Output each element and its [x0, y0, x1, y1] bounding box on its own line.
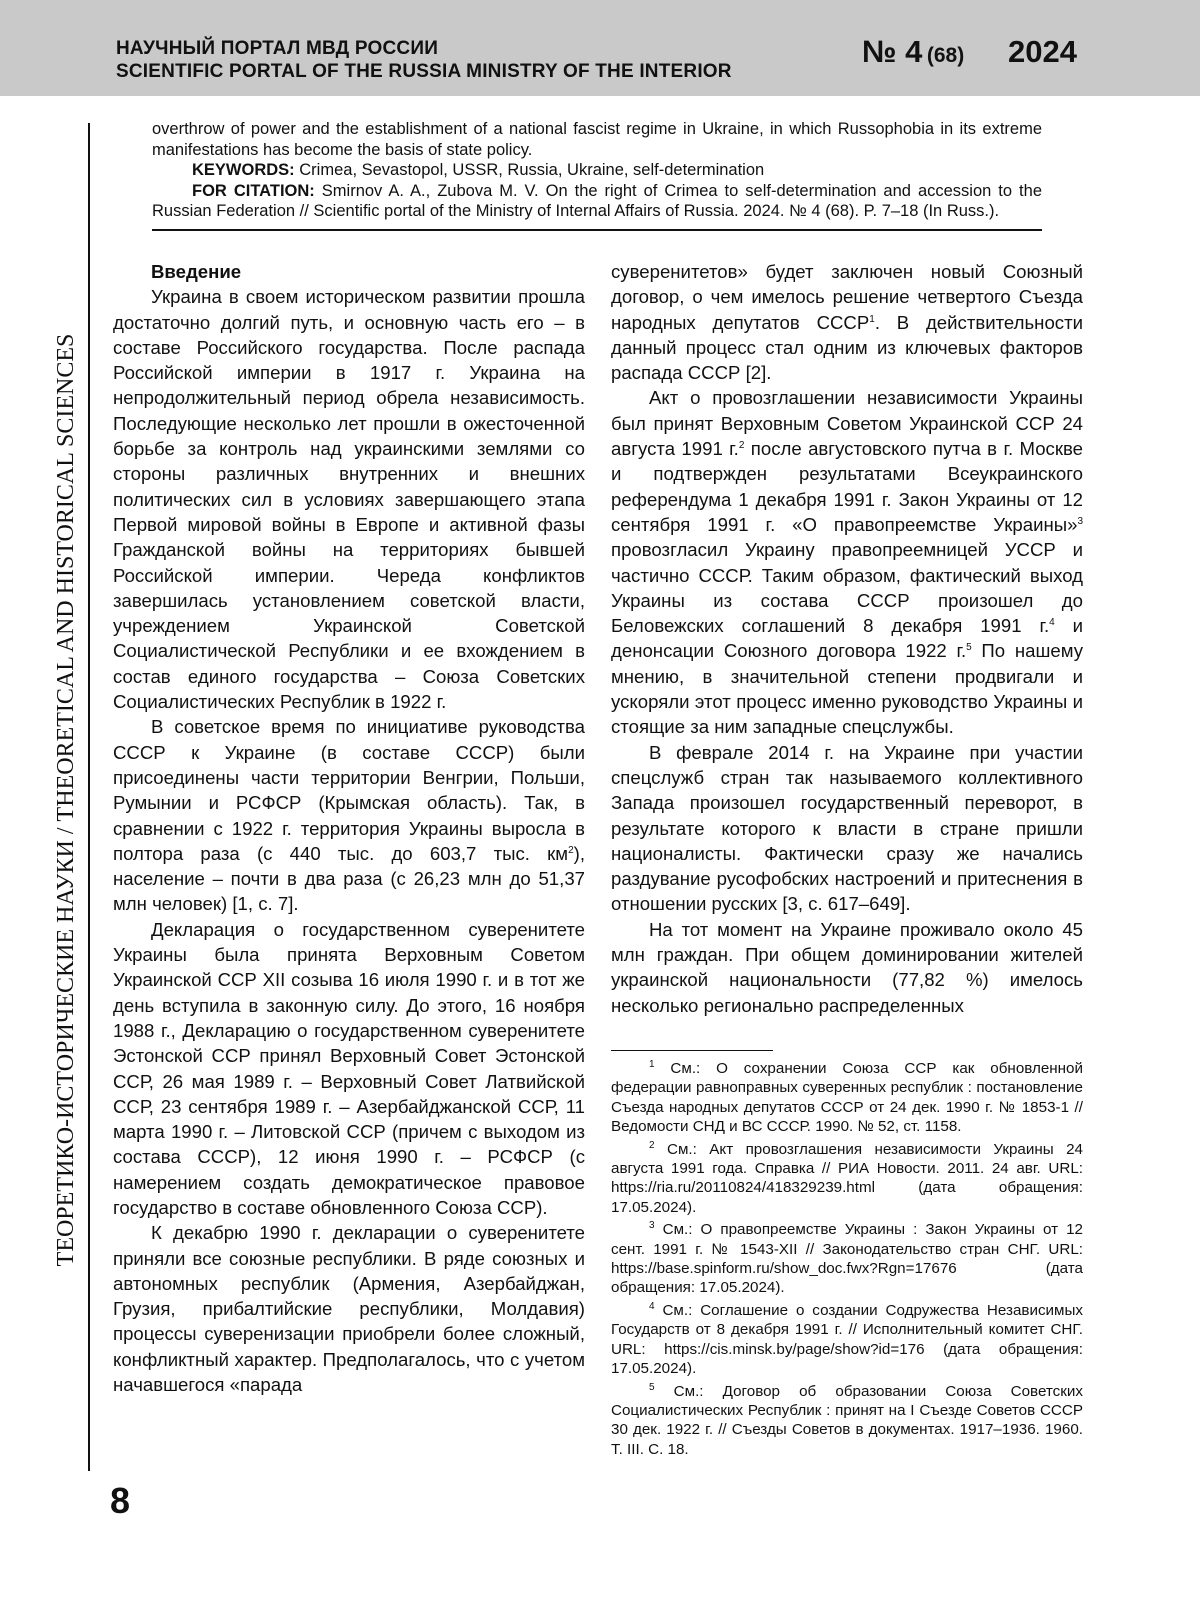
issue-number — [862, 34, 964, 70]
paragraph-text: ), население – почти в два раза (с 26,23 млн до 51,37 млн человек) [1, с. 7]. — [113, 842, 585, 915]
citation-text: Smirnov A. A., Zubova M. V. On the right of Crimea to self-determination and accession to the Russian Federation // Scientific portal of the Ministry of Internal Affairs of Russia. 2024. № 4 (68). P. 7–18 (In Russ.). — [152, 181, 1042, 220]
footnote — [611, 1059, 1083, 1137]
keywords-text: Crimea, Sevastopol, USSR, Russia, Ukraine, self-determination — [299, 161, 765, 179]
footnote-mark: 2 — [649, 1139, 655, 1151]
paragraph-text: суверенитетов» будет заключен новый Союзный договор, о чем имелось решение четвертого Съезда народных депутатов СССР — [611, 261, 1083, 333]
paragraph-text: провозгласил Украину правопреемницей УССР и частично СССР. Таким образом, фактический выход Украины из состава СССР произошел до Беловежских соглашений 8 декабря 1991 г. — [611, 539, 1083, 637]
paragraph-text: . В действительности данный процесс стал одним из ключевых факторов распада СССР [2]. — [611, 311, 1083, 384]
footnotes — [611, 1059, 1083, 1462]
footnote — [611, 1220, 1083, 1298]
footnote-text: См.: Соглашение о создании Содружества Независимых Государств от 8 декабря 1991 г. // Исполнительный комитет СНГ. URL: https://cis.minsk.by/page/show?id=176 (дата обращения: 17.05.2024). — [611, 1301, 1083, 1378]
journal-title-en: SCIENTIFIC PORTAL OF THE RUSSIA MINISTRY OF THE INTERIOR — [116, 61, 732, 82]
body-column-left — [113, 259, 585, 1397]
footnote-ref: 2 — [738, 439, 745, 451]
footnote-text: См.: О правопреемстве Украины : Закон Украины от 12 сент. 1991 г. № 1543-XII // Законодательство стран СНГ. URL: https://base.spinform.ru/show_doc.fwx?Rgn=17676 (дата обращения: 17.05.2024). — [611, 1221, 1083, 1297]
superscript: 2 — [568, 844, 574, 856]
keywords-label: KEYWORDS: — [192, 161, 295, 179]
footnote-mark: 5 — [649, 1381, 655, 1393]
paragraph-text: после августовского путча в г. Москве и подтвержден результатами Всеукраинского референдума 1 декабря 1991 г. Закон Украины от 12 сентября 1991 г. «О правопреемстве Украины» — [611, 438, 1083, 535]
body-column-right — [611, 259, 1083, 1018]
issue-total-value: (68) — [926, 44, 965, 67]
sidebar-rule — [88, 123, 90, 1471]
paragraph — [611, 259, 1083, 385]
footnote — [611, 1301, 1083, 1379]
section-sidebar-title: ТЕОРЕТИКО-ИСТОРИЧЕСКИЕ НАУКИ / THEORETICAL AND HISTORICAL SCIENCES — [53, 333, 79, 1267]
paragraph-text: По нашему мнению, в значительной степени продвигали и ускоряли этот процесс именно руководство Украины и стоящие за ним западные спецслужбы. — [611, 640, 1083, 738]
paragraph: Украина в своем историческом развитии прошла достаточно долгий путь, и основную часть его – в составе Российского государства. После распада Российской империи в 1917 г. Украина на непродолжительный период обрела независимость. Последующие несколько лет прошли в ожесточенной борьбе за контроль над украинскими землями со стороны различных внутренних и внешних политических сил в условиях завершающего этапа Первой мировой войны в Европе и активной фазы Гражданской войны на территориях бывшей Российской империи. Череда конфликтов завершилась установлением советской власти, учреждением Украинской Советской Социалистической Республики и ее вхождением в состав единого государства – Союза Советских Социалистических Республик в 1922 г. — [113, 286, 585, 713]
keywords-line — [152, 160, 1042, 181]
paragraph: К декабрю 1990 г. декларации о суверенитете приняли все союзные республики. В ряде союзных и автономных республик (Армения, Азербайджан, Грузия, прибалтийские республики, Молдавия) процессы суверенизации приобрели более сложный, конфликтный характер. Предполагалось, что с учетом начавшегося «парада — [113, 1222, 585, 1396]
footnote-mark: 1 — [649, 1058, 655, 1070]
paragraph-text: Акт о провозглашении независимости Украины был принят Верховным Советом Украинской ССР 24 августа 1991 г. — [611, 387, 1083, 460]
footnote-text: См.: О сохранении Союза ССР как обновленной федерации равноправных суверенных республик : постановление Съезда народных депутатов СССР от 24 дек. 1990 г. № 1853-1 // Ведомости СНД и ВС СССР. 1990. № 52, ст. 1158. — [611, 1060, 1083, 1136]
abstract-text: overthrow of power and the establishment of a national fascist regime in Ukraine, in which Russophobia in its extreme manifestations has become the basis of state policy. — [152, 120, 1042, 159]
issue-year: 2024 — [1008, 34, 1077, 69]
paragraph — [611, 385, 1083, 739]
footnote-ref: 5 — [966, 642, 972, 654]
footnote-ref: 4 — [1049, 616, 1055, 628]
journal-title-ru: НАУЧНЫЙ ПОРТАЛ МВД РОССИИ — [116, 38, 439, 59]
journal-header — [0, 0, 1200, 96]
footnote-text: См.: Договор об образовании Союза Советских Социалистических Республик : принят на I Съезде Советов СССР 30 дек. 1922 г. // Съезды Советов в документах. 1917–1936. 1960. Т. III. С. 18. — [611, 1382, 1083, 1458]
footnote-mark: 4 — [649, 1300, 655, 1312]
paragraph: Декларация о государственном суверенитете Украины была принята Верховным Советом Украинской ССР XII созыва 16 июля 1990 г. и в тот же день вступила в законную силу. До этого, 16 ноября 1988 г., Декларацию о государственном суверенитете Эстонской ССР принял Верховный Совет Эстонской ССР, 26 мая 1989 г. – Верховный Совет Латвийской ССР, 23 сентября 1989 г. – Азербайджанской ССР, 11 марта 1990 г. – Литовской ССР (причем с выходом из состава СССР), 12 июня 1990 г. – РСФСР (с намерением создать демократическое правовое государство в составе обновленного Союза ССР). — [113, 918, 585, 1218]
abstract-block — [152, 119, 1042, 222]
footnote-divider — [611, 1050, 773, 1051]
paragraph: На тот момент на Украине проживало около 45 млн граждан. При общем доминировании жителей украинской национальности (77,82 %) имелось несколько регионально распределенных — [611, 918, 1083, 1016]
page-number: 8 — [110, 1480, 131, 1521]
section-heading: Введение — [151, 261, 242, 282]
issue-number-value: № 4 — [862, 34, 923, 69]
citation-line — [152, 181, 1042, 222]
paragraph — [113, 714, 585, 916]
abstract-divider — [152, 229, 1042, 231]
paragraph-text: В советское время по инициативе руководства СССР к Украине (в составе СССР) были присоединены части территории Венгрии, Польши, Румынии и РСФСР (Крымская область). Так, в сравнении с 1922 г. территория Украины выросла в полтора раза (с 440 тыс. до 603,7 тыс. км — [113, 716, 585, 864]
footnote-text: См.: Акт провозглашения независимости Украины 24 августа 1991 года. Справка // РИА Новости. 2011. 24 авг. URL: https://ria.ru/20110824/418329239.html (дата обращения: 17.05.2024). — [611, 1140, 1083, 1216]
footnote-ref: 1 — [869, 313, 875, 325]
citation-label: FOR CITATION: — [192, 181, 315, 200]
footnote-mark: 3 — [649, 1220, 655, 1232]
footnote — [611, 1140, 1083, 1218]
paragraph-text: и денонсации Союзного договора 1922 г. — [611, 615, 1083, 662]
footnote-ref: 3 — [1077, 515, 1083, 527]
paragraph: В феврале 2014 г. на Украине при участии спецслужб стран так называемого коллективного Запада произошел государственный переворот, в результате которого к власти в стране пришли националисты. Фактически сразу же начались раздувание русофобских настроений и притеснения в отношении русских [3, с. 617–649]. — [611, 741, 1083, 915]
footnote — [611, 1382, 1083, 1460]
